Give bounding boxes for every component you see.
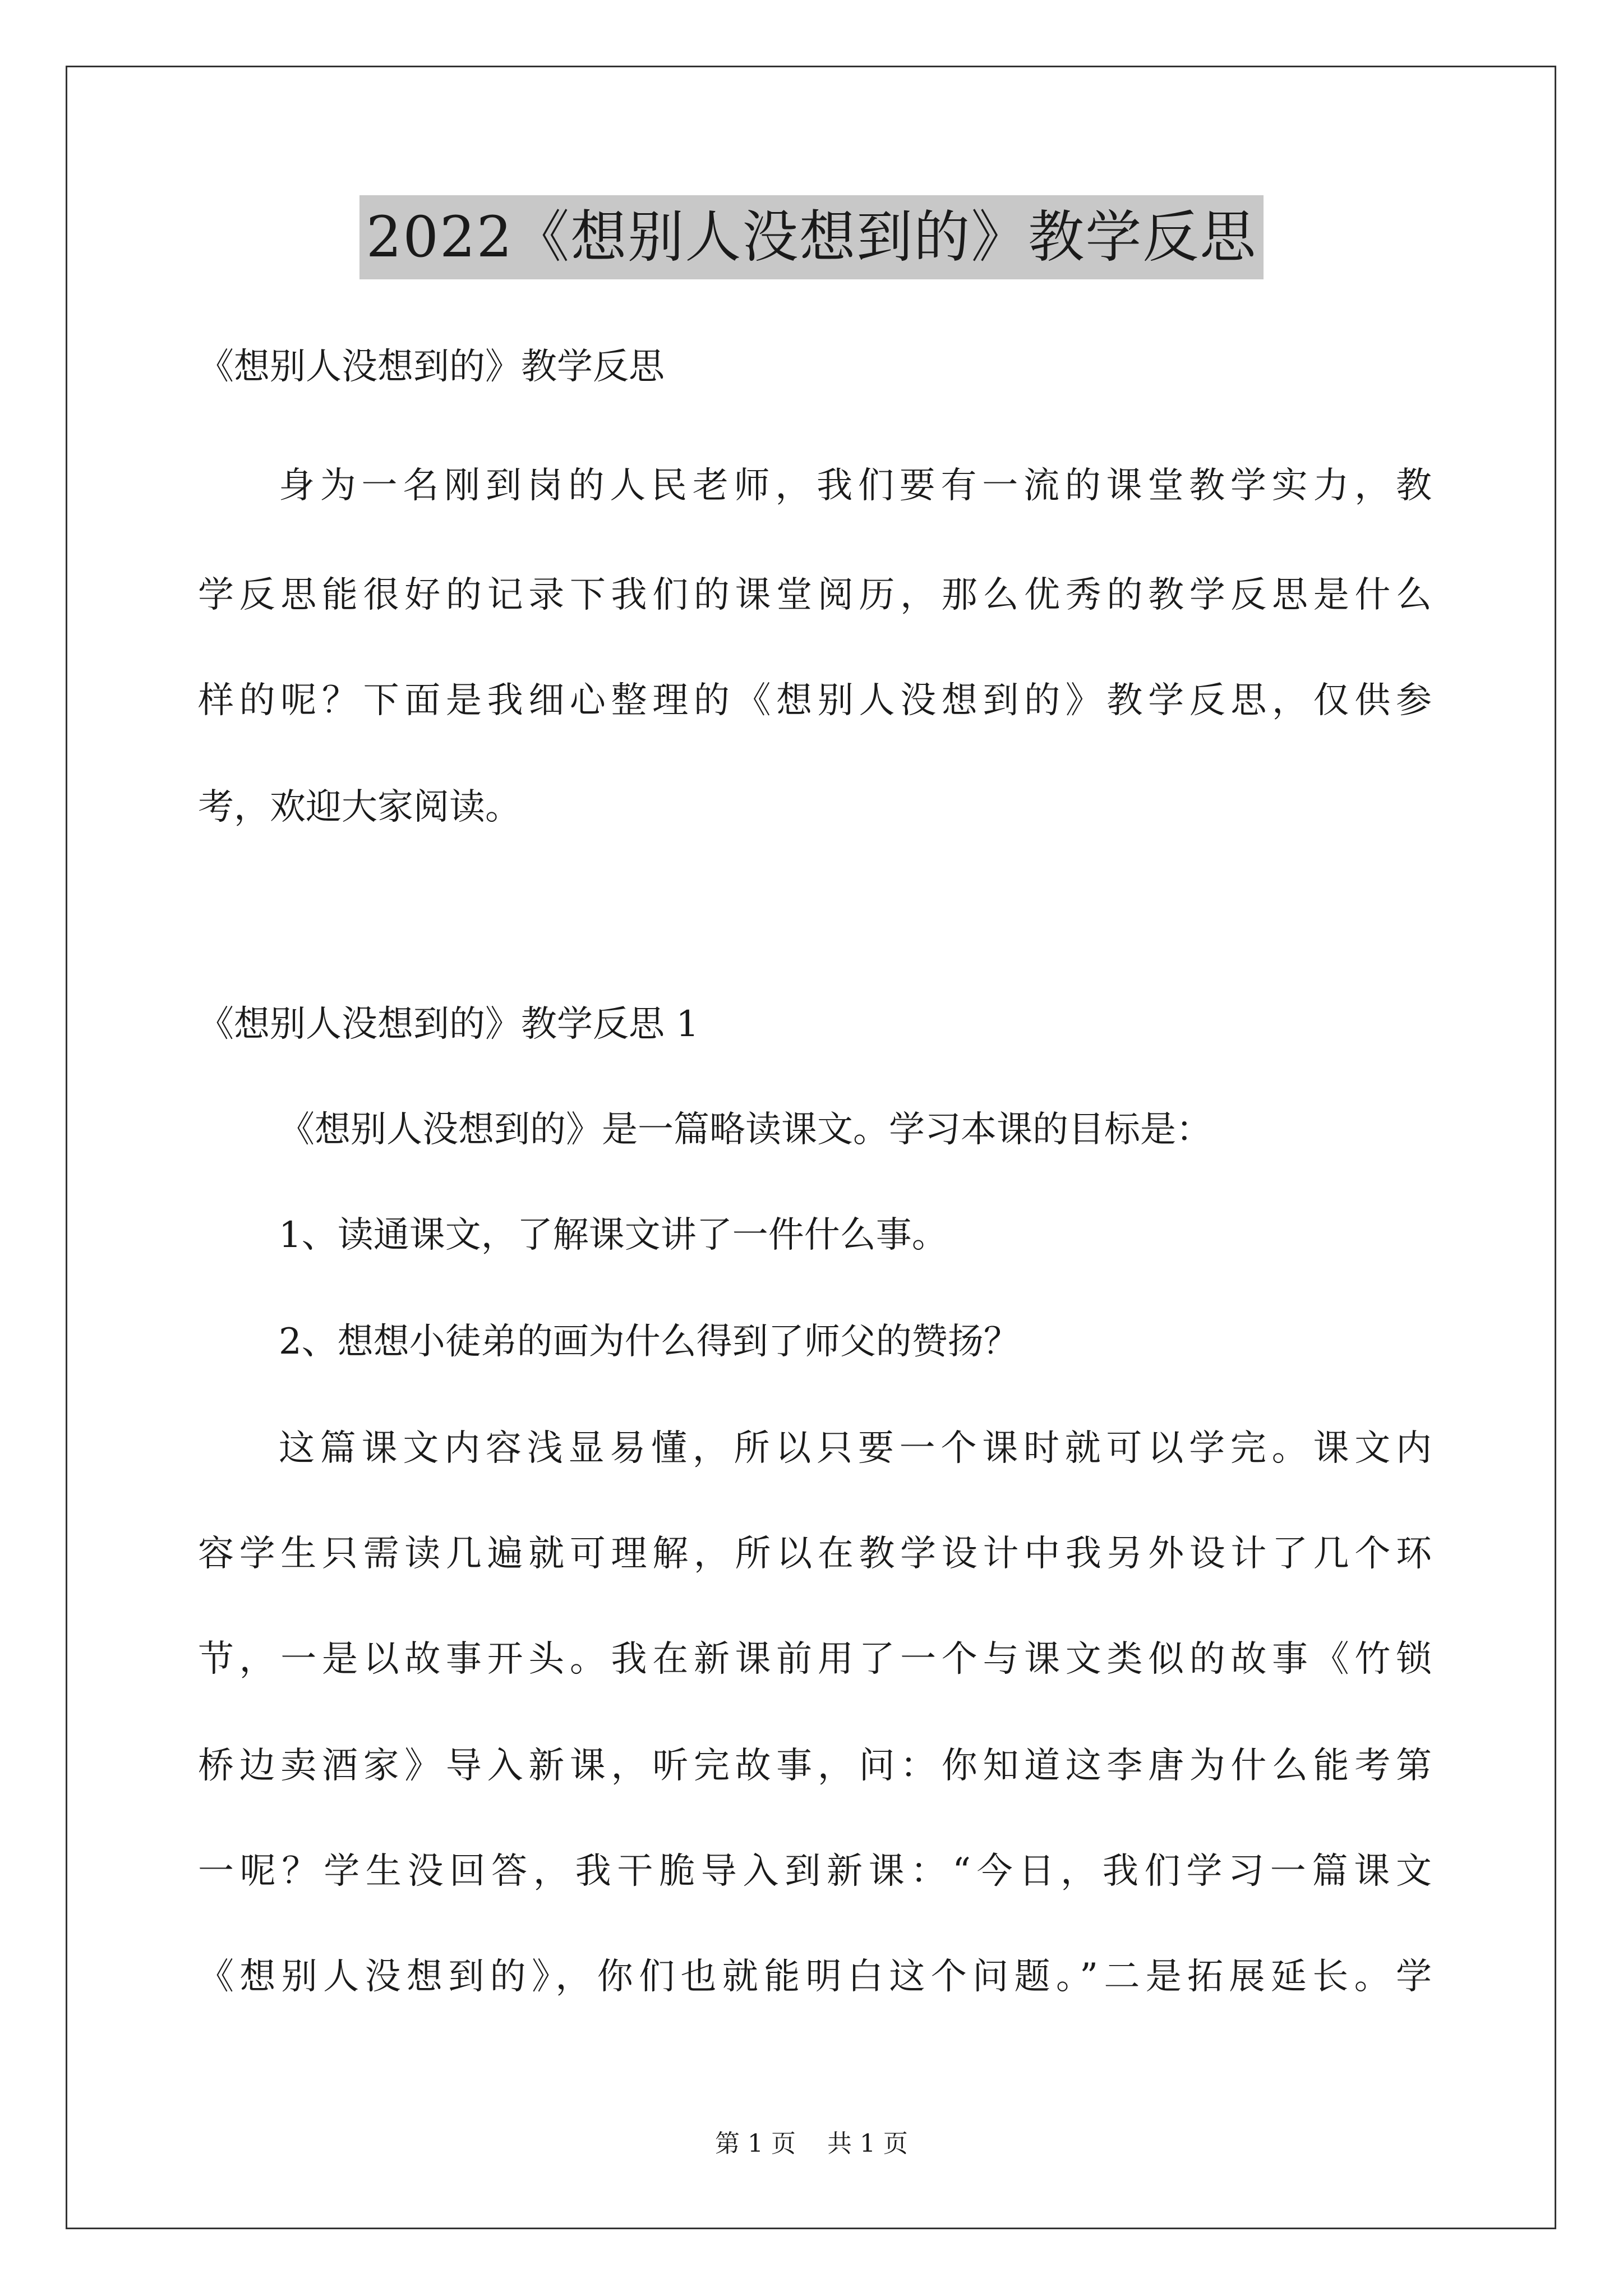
intro-line-1: 身为一名刚到岗的人民老师，我们要有一流的课堂教学实力，教	[279, 465, 1432, 507]
document-title-wrap	[0, 195, 1623, 279]
intro-line-3: 样的呢？下面是我细心整理的《想别人没想到的》教学反思，仅供参	[198, 680, 1432, 721]
document-subtitle: 《想别人没想到的》教学反思	[198, 346, 665, 388]
page-footer: 第 1 页 共 1 页	[715, 2129, 908, 2158]
document-title: 2022《想别人没想到的》教学反思	[359, 195, 1264, 279]
section-line-1: 《想别人没想到的》是一篇略读课文。学习本课的目标是：	[279, 1109, 1212, 1151]
section-line-8: 一呢？学生没回答，我干脆导入到新课：“今日，我们学习一篇课文	[198, 1851, 1432, 1892]
intro-line-4: 考，欢迎大家阅读。	[198, 786, 521, 828]
section-heading: 《想别人没想到的》教学反思 1	[198, 1004, 699, 1045]
section-line-7: 桥边卖酒家》导入新课，听完故事，问：你知道这李唐为什么能考第	[198, 1745, 1432, 1787]
section-line-2: 1、读通课文，了解课文讲了一件什么事。	[279, 1214, 948, 1256]
section-line-3: 2、想想小徒弟的画为什么得到了师父的赞扬？	[279, 1321, 1020, 1363]
section-line-4: 这篇课文内容浅显易懂，所以只要一个课时就可以学完。课文内	[279, 1428, 1432, 1469]
section-line-9: 《想别人没想到的》，你们也就能明白这个问题。”二是拓展延长。学	[198, 1956, 1432, 1998]
section-line-6: 节，一是以故事开头。我在新课前用了一个与课文类似的故事《竹锁	[198, 1639, 1432, 1680]
intro-line-2: 学反思能很好的记录下我们的课堂阅历，那么优秀的教学反思是什么	[198, 574, 1432, 616]
section-line-5: 容学生只需读几遍就可理解，所以在教学设计中我另外设计了几个环	[198, 1533, 1432, 1575]
